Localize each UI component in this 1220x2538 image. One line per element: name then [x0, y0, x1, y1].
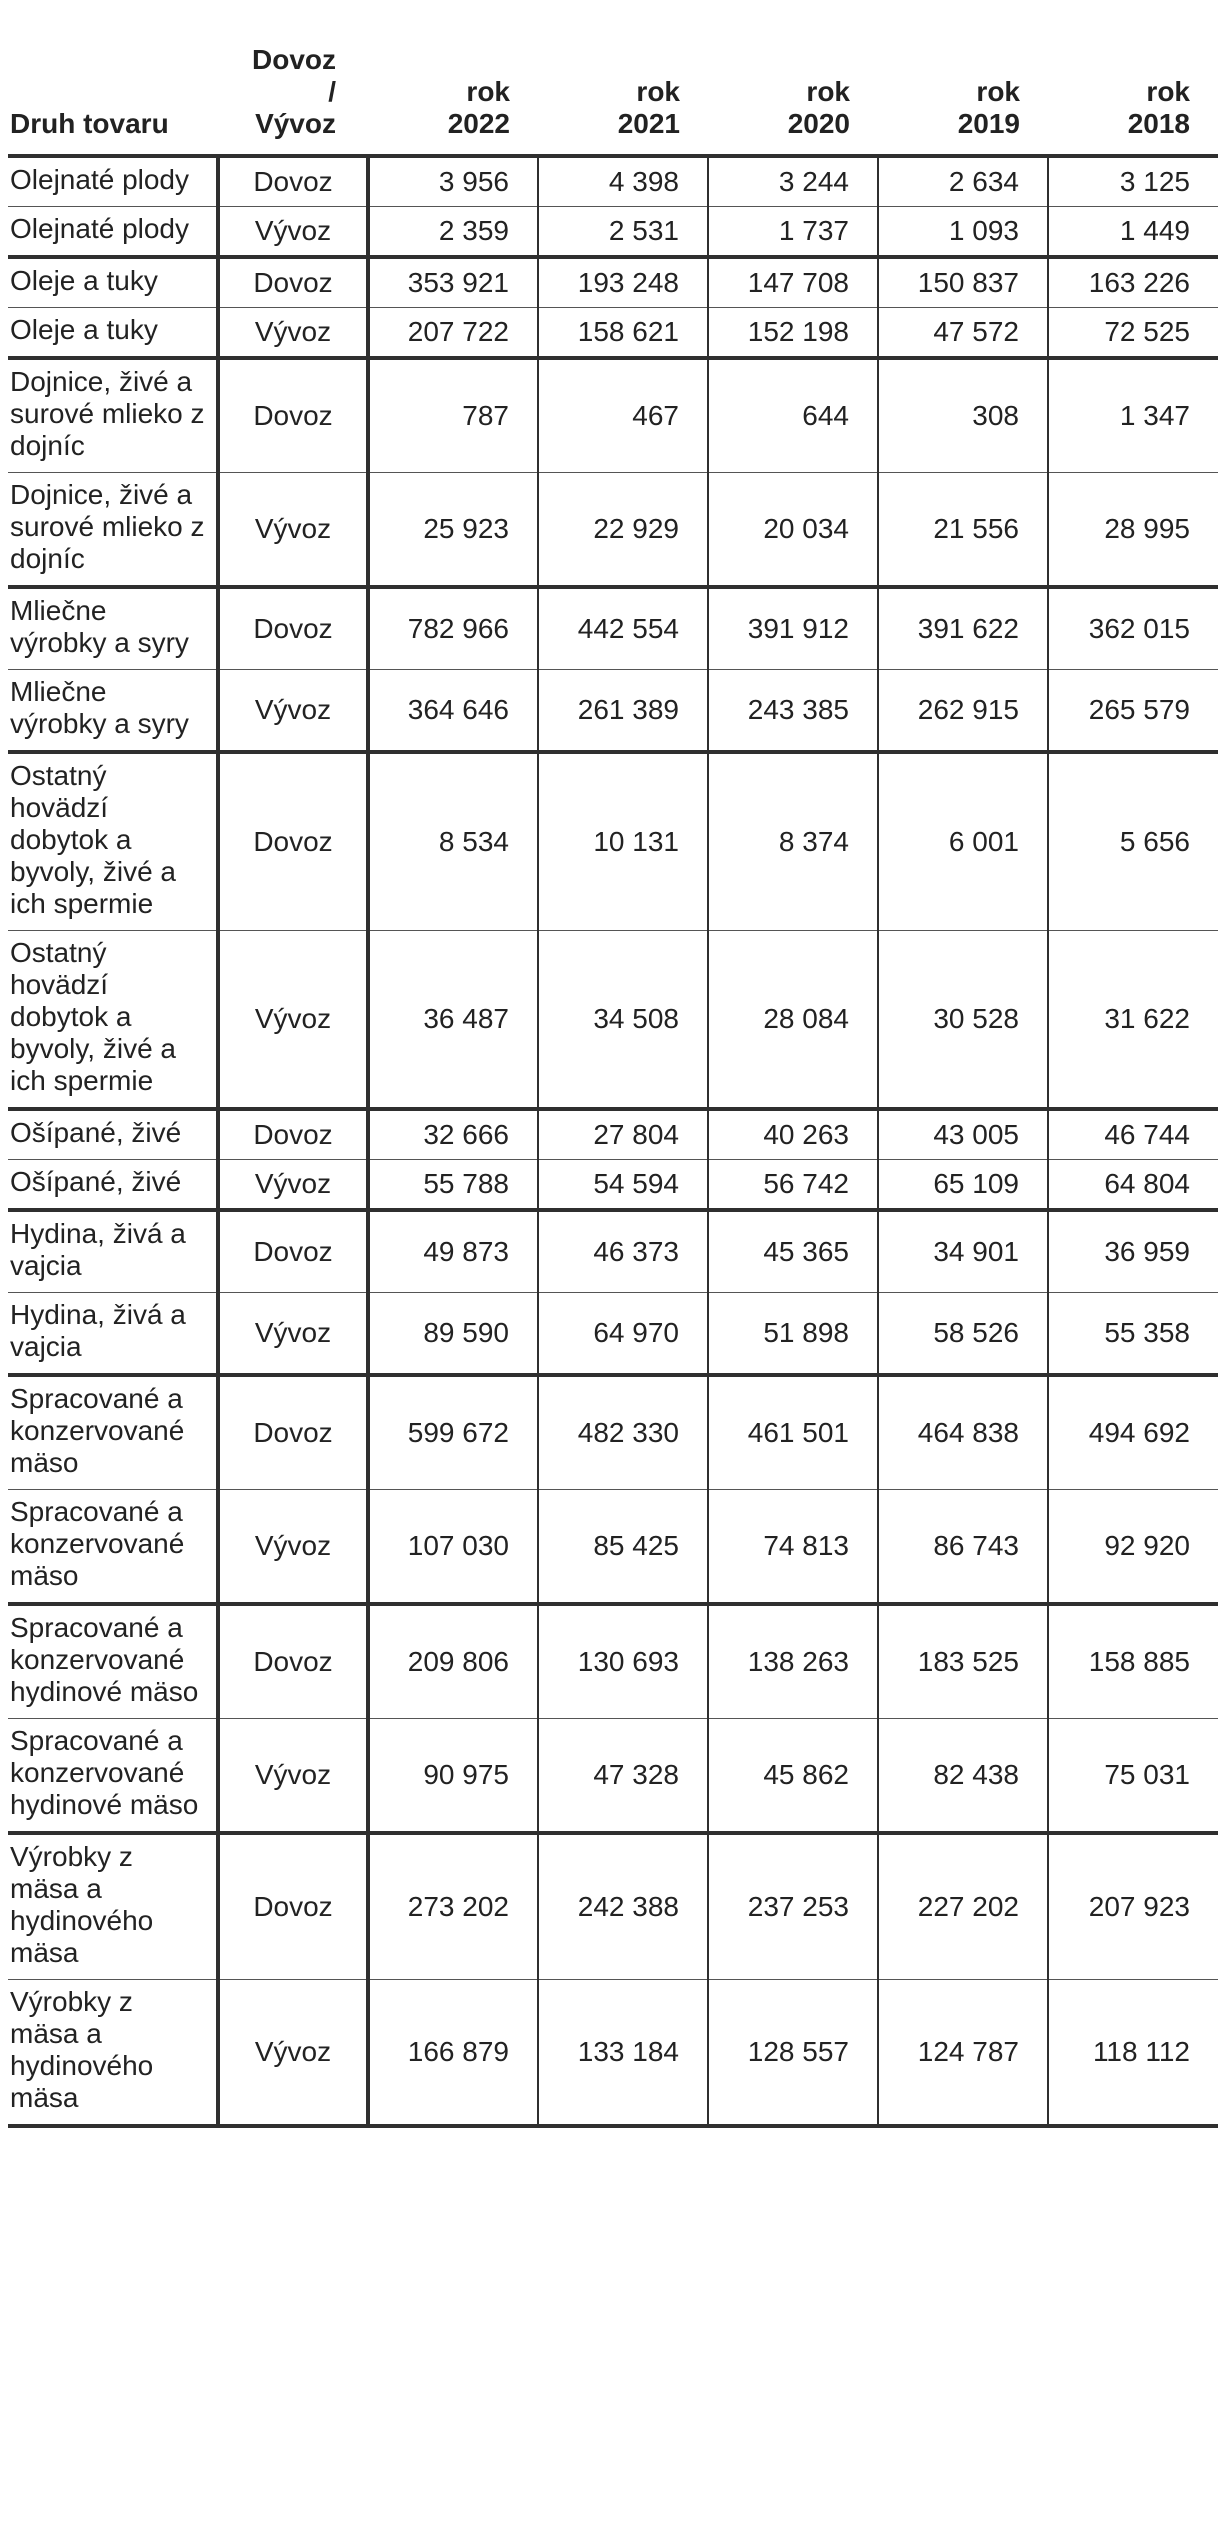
cell-value: 40 263	[708, 1109, 878, 1160]
cell-value: 74 813	[708, 1490, 878, 1605]
cell-value: 1 737	[708, 207, 878, 258]
table-header	[8, 44, 1218, 156]
header-year-2018	[1048, 44, 1218, 156]
cell-value: 183 525	[878, 1604, 1048, 1719]
cell-value: 1 347	[1048, 358, 1218, 473]
table-row	[8, 308, 1218, 359]
cell-value: 209 806	[368, 1604, 538, 1719]
cell-value: 46 373	[538, 1210, 708, 1293]
cell-value: 34 901	[878, 1210, 1048, 1293]
table-row	[8, 257, 1218, 308]
cell-flow: Dovoz	[218, 1375, 368, 1490]
cell-flow: Vývoz	[218, 473, 368, 588]
cell-value: 362 015	[1048, 587, 1218, 670]
table-row	[8, 1293, 1218, 1376]
cell-goods: Olejnaté plody	[8, 207, 218, 258]
header-year-2020	[708, 44, 878, 156]
cell-value: 482 330	[538, 1375, 708, 1490]
cell-value: 227 202	[878, 1833, 1048, 1980]
cell-value: 3 125	[1048, 156, 1218, 207]
cell-value: 166 879	[368, 1980, 538, 2127]
cell-value: 32 666	[368, 1109, 538, 1160]
cell-value: 150 837	[878, 257, 1048, 308]
cell-value: 28 084	[708, 931, 878, 1110]
cell-value: 787	[368, 358, 538, 473]
cell-value: 1 093	[878, 207, 1048, 258]
cell-value: 467	[538, 358, 708, 473]
cell-value: 391 912	[708, 587, 878, 670]
cell-value: 494 692	[1048, 1375, 1218, 1490]
header-year-2019	[878, 44, 1048, 156]
cell-goods: Dojnice, živé a surové mlieko z dojníc	[8, 358, 218, 473]
header-year-value: 2020	[787, 108, 850, 139]
cell-value: 43 005	[878, 1109, 1048, 1160]
cell-flow: Vývoz	[218, 931, 368, 1110]
cell-flow: Dovoz	[218, 1604, 368, 1719]
cell-value: 242 388	[538, 1833, 708, 1980]
table-row	[8, 1490, 1218, 1605]
header-year-prefix: rok	[1146, 76, 1190, 107]
cell-value: 31 622	[1048, 931, 1218, 1110]
cell-goods: Oleje a tuky	[8, 308, 218, 359]
header-flow-line1: Dovoz	[252, 44, 336, 75]
cell-value: 107 030	[368, 1490, 538, 1605]
cell-value: 1 449	[1048, 207, 1218, 258]
table-row	[8, 1210, 1218, 1293]
cell-flow: Vývoz	[218, 1490, 368, 1605]
cell-flow: Vývoz	[218, 670, 368, 753]
cell-value: 82 438	[878, 1719, 1048, 1834]
cell-value: 55 358	[1048, 1293, 1218, 1376]
cell-goods: Oleje a tuky	[8, 257, 218, 308]
cell-value: 152 198	[708, 308, 878, 359]
table-row	[8, 1109, 1218, 1160]
cell-value: 75 031	[1048, 1719, 1218, 1834]
cell-value: 90 975	[368, 1719, 538, 1834]
cell-value: 147 708	[708, 257, 878, 308]
cell-value: 8 534	[368, 752, 538, 931]
cell-value: 782 966	[368, 587, 538, 670]
cell-value: 55 788	[368, 1160, 538, 1211]
cell-value: 644	[708, 358, 878, 473]
table-row	[8, 1160, 1218, 1211]
header-flow-line3: Vývoz	[255, 108, 336, 139]
cell-value: 92 920	[1048, 1490, 1218, 1605]
cell-value: 243 385	[708, 670, 878, 753]
cell-value: 47 328	[538, 1719, 708, 1834]
header-year-value: 2018	[1127, 108, 1190, 139]
header-flow	[218, 44, 368, 156]
table-row	[8, 587, 1218, 670]
cell-value: 30 528	[878, 931, 1048, 1110]
header-year-value: 2019	[957, 108, 1020, 139]
cell-value: 207 722	[368, 308, 538, 359]
cell-value: 461 501	[708, 1375, 878, 1490]
cell-value: 353 921	[368, 257, 538, 308]
cell-value: 6 001	[878, 752, 1048, 931]
cell-flow: Dovoz	[218, 156, 368, 207]
table-row	[8, 473, 1218, 588]
cell-goods: Hydina, živá a vajcia	[8, 1293, 218, 1376]
cell-value: 20 034	[708, 473, 878, 588]
cell-value: 25 923	[368, 473, 538, 588]
cell-value: 273 202	[368, 1833, 538, 1980]
cell-goods: Výrobky z mäsa a hydinového mäsa	[8, 1980, 218, 2127]
cell-goods: Ošípané, živé	[8, 1160, 218, 1211]
header-year-value: 2022	[447, 108, 510, 139]
cell-value: 237 253	[708, 1833, 878, 1980]
cell-value: 54 594	[538, 1160, 708, 1211]
table-row	[8, 358, 1218, 473]
cell-value: 391 622	[878, 587, 1048, 670]
table-row	[8, 1604, 1218, 1719]
cell-value: 28 995	[1048, 473, 1218, 588]
table-row	[8, 1719, 1218, 1834]
cell-value: 262 915	[878, 670, 1048, 753]
cell-value: 36 959	[1048, 1210, 1218, 1293]
cell-value: 464 838	[878, 1375, 1048, 1490]
cell-value: 56 742	[708, 1160, 878, 1211]
table-row	[8, 1375, 1218, 1490]
cell-flow: Vývoz	[218, 1980, 368, 2127]
cell-flow: Dovoz	[218, 587, 368, 670]
cell-value: 58 526	[878, 1293, 1048, 1376]
cell-value: 64 970	[538, 1293, 708, 1376]
cell-value: 10 131	[538, 752, 708, 931]
cell-goods: Hydina, živá a vajcia	[8, 1210, 218, 1293]
cell-flow: Vývoz	[218, 308, 368, 359]
header-year-2021	[538, 44, 708, 156]
header-flow-line2: /	[328, 76, 336, 107]
cell-value: 45 365	[708, 1210, 878, 1293]
cell-goods: Olejnaté plody	[8, 156, 218, 207]
cell-flow: Dovoz	[218, 752, 368, 931]
cell-flow: Vývoz	[218, 1293, 368, 1376]
cell-value: 261 389	[538, 670, 708, 753]
trade-table	[8, 44, 1218, 2128]
cell-value: 3 956	[368, 156, 538, 207]
table-row	[8, 156, 1218, 207]
cell-value: 36 487	[368, 931, 538, 1110]
cell-value: 65 109	[878, 1160, 1048, 1211]
cell-value: 442 554	[538, 587, 708, 670]
header-year-prefix: rok	[466, 76, 510, 107]
cell-goods: Ostatný hovädzí dobytok a byvoly, živé a ich spermie	[8, 752, 218, 931]
cell-flow: Vývoz	[218, 1160, 368, 1211]
cell-goods: Ostatný hovädzí dobytok a byvoly, živé a ich spermie	[8, 931, 218, 1110]
cell-value: 158 885	[1048, 1604, 1218, 1719]
cell-value: 21 556	[878, 473, 1048, 588]
cell-goods: Spracované a konzervované mäso	[8, 1375, 218, 1490]
cell-value: 207 923	[1048, 1833, 1218, 1980]
cell-value: 51 898	[708, 1293, 878, 1376]
cell-value: 4 398	[538, 156, 708, 207]
cell-goods: Spracované a konzervované mäso	[8, 1490, 218, 1605]
table-row	[8, 1980, 1218, 2127]
cell-value: 133 184	[538, 1980, 708, 2127]
header-year-prefix: rok	[806, 76, 850, 107]
cell-flow: Vývoz	[218, 1719, 368, 1834]
cell-value: 8 374	[708, 752, 878, 931]
cell-value: 130 693	[538, 1604, 708, 1719]
cell-goods: Dojnice, živé a surové mlieko z dojníc	[8, 473, 218, 588]
cell-value: 49 873	[368, 1210, 538, 1293]
cell-value: 85 425	[538, 1490, 708, 1605]
cell-flow: Dovoz	[218, 1833, 368, 1980]
table-row	[8, 1833, 1218, 1980]
cell-value: 72 525	[1048, 308, 1218, 359]
cell-value: 2 531	[538, 207, 708, 258]
header-year-prefix: rok	[636, 76, 680, 107]
header-goods: Druh tovaru	[8, 44, 218, 156]
cell-value: 47 572	[878, 308, 1048, 359]
cell-value: 2 359	[368, 207, 538, 258]
cell-value: 308	[878, 358, 1048, 473]
cell-value: 158 621	[538, 308, 708, 359]
header-year-2022	[368, 44, 538, 156]
table-row	[8, 931, 1218, 1110]
cell-value: 3 244	[708, 156, 878, 207]
cell-value: 193 248	[538, 257, 708, 308]
cell-value: 34 508	[538, 931, 708, 1110]
cell-value: 2 634	[878, 156, 1048, 207]
header-year-value: 2021	[617, 108, 680, 139]
cell-value: 138 263	[708, 1604, 878, 1719]
cell-value: 128 557	[708, 1980, 878, 2127]
cell-goods: Mliečne výrobky a syry	[8, 670, 218, 753]
cell-value: 86 743	[878, 1490, 1048, 1605]
cell-value: 64 804	[1048, 1160, 1218, 1211]
cell-goods: Mliečne výrobky a syry	[8, 587, 218, 670]
header-year-prefix: rok	[976, 76, 1020, 107]
cell-value: 27 804	[538, 1109, 708, 1160]
cell-value: 89 590	[368, 1293, 538, 1376]
cell-value: 46 744	[1048, 1109, 1218, 1160]
cell-goods: Spracované a konzervované hydinové mäso	[8, 1604, 218, 1719]
cell-goods: Spracované a konzervované hydinové mäso	[8, 1719, 218, 1834]
cell-value: 265 579	[1048, 670, 1218, 753]
cell-goods: Výrobky z mäsa a hydinového mäsa	[8, 1833, 218, 1980]
cell-flow: Dovoz	[218, 1109, 368, 1160]
cell-goods: Ošípané, živé	[8, 1109, 218, 1160]
table-body	[8, 156, 1218, 2126]
cell-flow: Dovoz	[218, 1210, 368, 1293]
cell-value: 364 646	[368, 670, 538, 753]
table-row	[8, 670, 1218, 753]
cell-flow: Dovoz	[218, 358, 368, 473]
table-row	[8, 752, 1218, 931]
cell-flow: Vývoz	[218, 207, 368, 258]
table-row	[8, 207, 1218, 258]
cell-value: 163 226	[1048, 257, 1218, 308]
cell-value: 45 862	[708, 1719, 878, 1834]
cell-value: 5 656	[1048, 752, 1218, 931]
cell-value: 118 112	[1048, 1980, 1218, 2127]
cell-value: 124 787	[878, 1980, 1048, 2127]
cell-value: 599 672	[368, 1375, 538, 1490]
cell-flow: Dovoz	[218, 257, 368, 308]
cell-value: 22 929	[538, 473, 708, 588]
